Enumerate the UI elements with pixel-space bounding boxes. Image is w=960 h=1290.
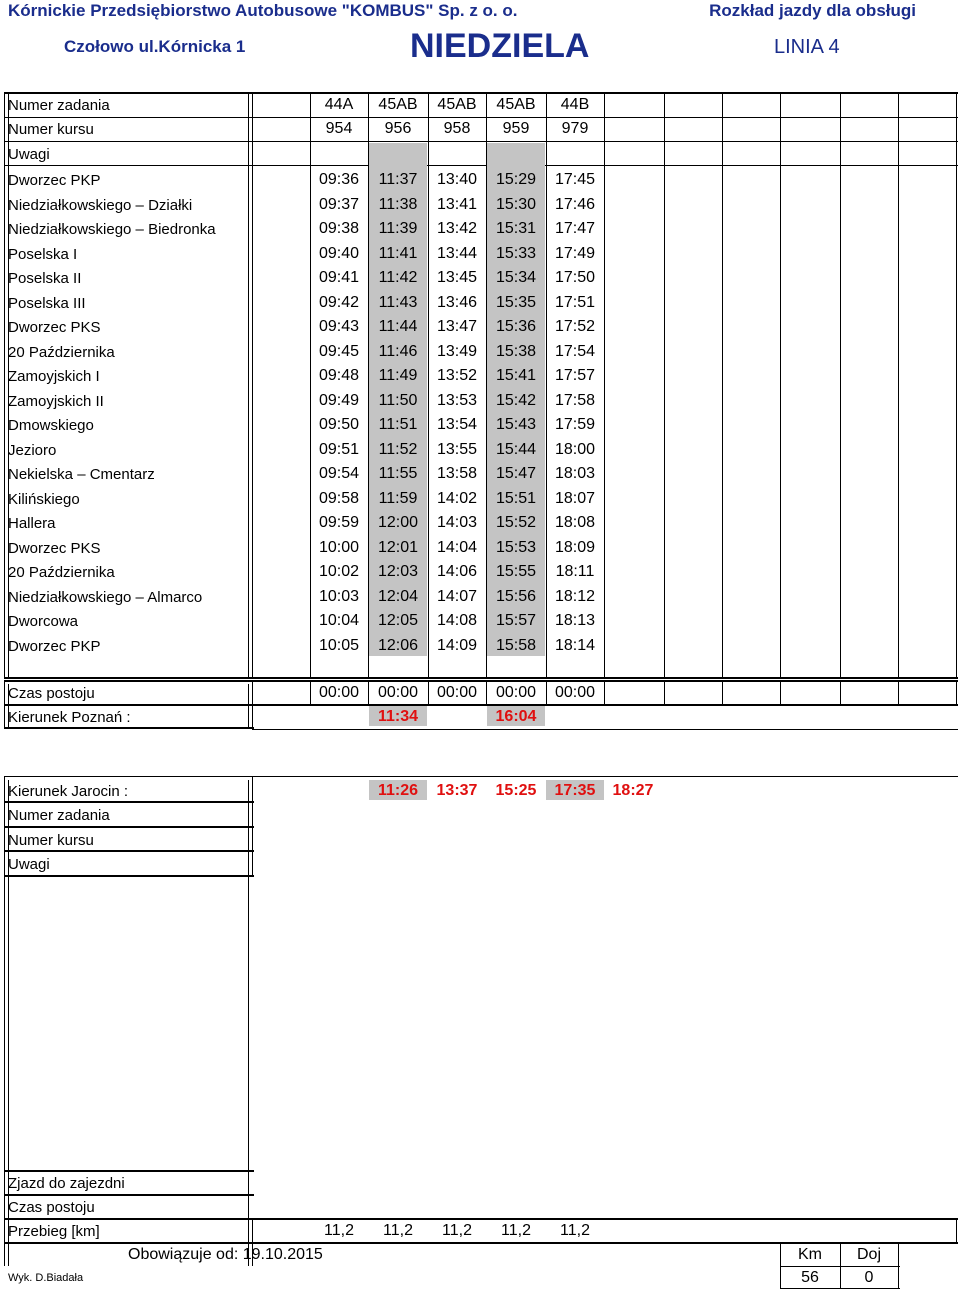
stop-name: Dworzec PKP <box>8 638 101 655</box>
departure-time: 09:41 <box>318 269 360 286</box>
departure-time: 15:53 <box>495 539 537 556</box>
departure-time: 15:41 <box>495 367 537 384</box>
stop-name: Zamoyjskich II <box>8 393 104 410</box>
notes-label: Uwagi <box>8 146 50 163</box>
mileage-value: 11,2 <box>383 1222 413 1239</box>
departure-time: 15:33 <box>495 245 537 262</box>
departure-time: 11:52 <box>378 441 418 458</box>
stop-name: Dworzec PKS <box>8 319 101 336</box>
departure-time: 09:51 <box>318 441 360 458</box>
departure-time: 09:43 <box>318 318 360 335</box>
task-number: 44B <box>560 96 590 113</box>
day-title: NIEDZIELA <box>410 27 590 65</box>
jarocin-departure: 11:26 <box>377 782 419 799</box>
task-number-label: Numer zadania <box>8 807 110 824</box>
departure-time: 18:12 <box>554 588 596 605</box>
departure-time: 14:04 <box>436 539 478 556</box>
departure-time: 09:54 <box>318 465 360 482</box>
departure-time: 11:41 <box>378 245 418 262</box>
departure-time: 15:38 <box>495 343 537 360</box>
departure-time: 15:36 <box>495 318 537 335</box>
task-number: 45AB <box>437 96 477 113</box>
jarocin-departure: 13:37 <box>436 782 478 799</box>
dwell-time: 00:00 <box>554 684 596 701</box>
departure-time: 10:03 <box>318 588 360 605</box>
departure-time: 09:37 <box>318 196 360 213</box>
stop-name: Kilińskiego <box>8 491 80 508</box>
departure-time: 17:46 <box>554 196 596 213</box>
departure-time: 15:55 <box>495 563 537 580</box>
departure-time: 12:03 <box>377 563 419 580</box>
departure-time: 13:45 <box>436 269 478 286</box>
departure-time: 09:48 <box>318 367 360 384</box>
departure-time: 11:50 <box>378 392 418 409</box>
departure-time: 15:56 <box>495 588 537 605</box>
departure-time: 13:54 <box>436 416 478 433</box>
jarocin-departure: 17:35 <box>554 782 596 799</box>
departure-time: 13:40 <box>436 171 478 188</box>
route-origin: Czołowo ul.Kórnicka 1 <box>64 37 246 56</box>
departure-time: 10:00 <box>318 539 360 556</box>
departure-time: 17:49 <box>554 245 596 262</box>
departure-time: 15:47 <box>495 465 537 482</box>
stop-name: Poselska I <box>8 246 78 263</box>
stop-name: Poselska III <box>8 295 86 312</box>
departure-time: 15:51 <box>495 490 537 507</box>
departure-time: 09:45 <box>318 343 360 360</box>
dwell-time: 00:00 <box>318 684 360 701</box>
departure-time: 11:39 <box>378 220 418 237</box>
stop-name: Dworzec PKP <box>8 172 101 189</box>
departure-time: 18:14 <box>554 637 596 654</box>
departure-time: 18:13 <box>554 612 596 629</box>
mileage-value: 11,2 <box>501 1222 531 1239</box>
stop-name: Niedziałkowskiego – Działki <box>8 197 193 214</box>
departure-time: 17:52 <box>554 318 596 335</box>
departure-time: 13:42 <box>436 220 478 237</box>
departure-time: 13:53 <box>436 392 478 409</box>
course-number: 956 <box>384 120 412 137</box>
departure-time: 18:11 <box>555 563 595 580</box>
departure-time: 09:58 <box>318 490 360 507</box>
mileage-label: Przebieg [km] <box>8 1223 100 1240</box>
task-number-label: Numer zadania <box>8 97 110 114</box>
poznan-departure: 11:34 <box>377 708 419 725</box>
departure-time: 13:44 <box>436 245 478 262</box>
course-number-label: Numer kursu <box>8 121 94 138</box>
mileage-value: 11,2 <box>560 1222 590 1239</box>
departure-time: 17:50 <box>554 269 596 286</box>
departure-time: 13:47 <box>436 318 478 335</box>
departure-time: 14:08 <box>436 612 478 629</box>
dwell-time: 00:00 <box>495 684 537 701</box>
depot-return-label: Zjazd do zajezdni <box>8 1175 125 1192</box>
course-number: 954 <box>325 120 353 137</box>
departure-time: 09:59 <box>318 514 360 531</box>
departure-time: 18:09 <box>554 539 596 556</box>
author: Wyk. D.Biadała <box>8 1272 84 1284</box>
stop-name: Zamoyjskich I <box>8 368 100 385</box>
line-number: LINIA 4 <box>774 36 840 58</box>
departure-time: 15:42 <box>495 392 537 409</box>
company-name: Kórnickie Przedsiębiorstwo Autobusowe "KOMBUS" Sp. z o. o. <box>8 1 518 20</box>
departure-time: 17:47 <box>554 220 596 237</box>
valid-from: Obowiązuje od: 19.10.2015 <box>128 1246 323 1263</box>
departure-time: 15:30 <box>495 196 537 213</box>
departure-time: 17:59 <box>554 416 596 433</box>
departure-time: 13:58 <box>436 465 478 482</box>
departure-time: 11:44 <box>378 318 418 335</box>
dwell-time-label: Czas postoju <box>8 685 95 702</box>
jarocin-departure: 15:25 <box>495 782 537 799</box>
direction-poznan-label: Kierunek Poznań : <box>8 709 131 726</box>
stop-name: Dworcowa <box>8 613 79 630</box>
stop-name: Jezioro <box>8 442 57 459</box>
departure-time: 13:55 <box>436 441 478 458</box>
departure-time: 10:05 <box>318 637 360 654</box>
departure-time: 15:31 <box>495 220 537 237</box>
departure-time: 11:49 <box>378 367 418 384</box>
departure-time: 17:45 <box>554 171 596 188</box>
departure-time: 13:49 <box>436 343 478 360</box>
task-number: 45AB <box>496 96 536 113</box>
departure-time: 11:46 <box>378 343 418 360</box>
departure-time: 11:55 <box>378 465 418 482</box>
mileage-value: 11,2 <box>442 1222 472 1239</box>
stop-name: Poselska II <box>8 270 82 287</box>
departure-time: 15:35 <box>495 294 537 311</box>
departure-time: 11:59 <box>378 490 418 507</box>
dwell-time: 00:00 <box>377 684 419 701</box>
departure-time: 12:05 <box>377 612 419 629</box>
departure-time: 12:06 <box>377 637 419 654</box>
departure-time: 15:44 <box>495 441 537 458</box>
stop-name: Hallera <box>8 515 56 532</box>
departure-time: 15:34 <box>495 269 537 286</box>
departure-time: 17:58 <box>554 392 596 409</box>
stop-name: 20 Października <box>8 344 115 361</box>
departure-time: 18:03 <box>554 465 596 482</box>
departure-time: 15:58 <box>495 637 537 654</box>
departure-time: 13:52 <box>436 367 478 384</box>
course-number: 958 <box>443 120 471 137</box>
departure-time: 12:04 <box>377 588 419 605</box>
departure-time: 15:29 <box>495 171 537 188</box>
departure-time: 17:54 <box>554 343 596 360</box>
departure-time: 12:00 <box>377 514 419 531</box>
departure-time: 18:00 <box>554 441 596 458</box>
departure-time: 14:07 <box>436 588 478 605</box>
departure-time: 14:06 <box>436 563 478 580</box>
departure-time: 17:57 <box>554 367 596 384</box>
departure-time: 09:38 <box>318 220 360 237</box>
course-number-label: Numer kursu <box>8 832 94 849</box>
doj-header: Doj <box>856 1246 881 1263</box>
stop-name: Niedziałkowskiego – Biedronka <box>8 221 216 238</box>
departure-time: 09:36 <box>318 171 360 188</box>
departure-time: 11:43 <box>378 294 418 311</box>
departure-time: 14:02 <box>436 490 478 507</box>
departure-time: 12:01 <box>377 539 419 556</box>
notes-label: Uwagi <box>8 856 50 873</box>
departure-time: 09:50 <box>318 416 360 433</box>
document-type: Rozkład jazdy dla obsługi <box>709 1 916 20</box>
course-number: 979 <box>561 120 589 137</box>
departure-time: 15:52 <box>495 514 537 531</box>
mileage-value: 11,2 <box>324 1222 354 1239</box>
departure-time: 18:07 <box>554 490 596 507</box>
stop-name: Nekielska – Cmentarz <box>8 466 155 483</box>
dwell-time-label: Czas postoju <box>8 1199 95 1216</box>
departure-time: 10:04 <box>318 612 360 629</box>
poznan-departure: 16:04 <box>495 708 537 725</box>
direction-jarocin-label: Kierunek Jarocin : <box>8 783 129 800</box>
km-header: Km <box>798 1246 822 1263</box>
departure-time: 09:42 <box>318 294 360 311</box>
departure-time: 15:43 <box>495 416 537 433</box>
departure-time: 09:40 <box>318 245 360 262</box>
doj-total: 0 <box>864 1269 874 1286</box>
departure-time: 10:02 <box>318 563 360 580</box>
departure-time: 14:09 <box>436 637 478 654</box>
stop-name: Dmowskiego <box>8 417 94 434</box>
departure-time: 11:37 <box>378 171 418 188</box>
departure-time: 17:51 <box>554 294 596 311</box>
departure-time: 13:41 <box>436 196 478 213</box>
departure-time: 14:03 <box>436 514 478 531</box>
departure-time: 13:46 <box>436 294 478 311</box>
departure-time: 18:08 <box>554 514 596 531</box>
stop-name: Niedziałkowskiego – Almarco <box>8 589 203 606</box>
departure-time: 11:51 <box>378 416 418 433</box>
departure-time: 11:38 <box>378 196 418 213</box>
stop-name: 20 Października <box>8 564 115 581</box>
dwell-time: 00:00 <box>436 684 478 701</box>
km-total: 56 <box>801 1269 819 1286</box>
departure-time: 09:49 <box>318 392 360 409</box>
course-number: 959 <box>502 120 530 137</box>
departure-time: 11:42 <box>378 269 418 286</box>
jarocin-departure: 18:27 <box>612 782 654 799</box>
stop-name: Dworzec PKS <box>8 540 101 557</box>
departure-time: 15:57 <box>495 612 537 629</box>
task-number: 44A <box>324 96 354 113</box>
task-number: 45AB <box>378 96 418 113</box>
